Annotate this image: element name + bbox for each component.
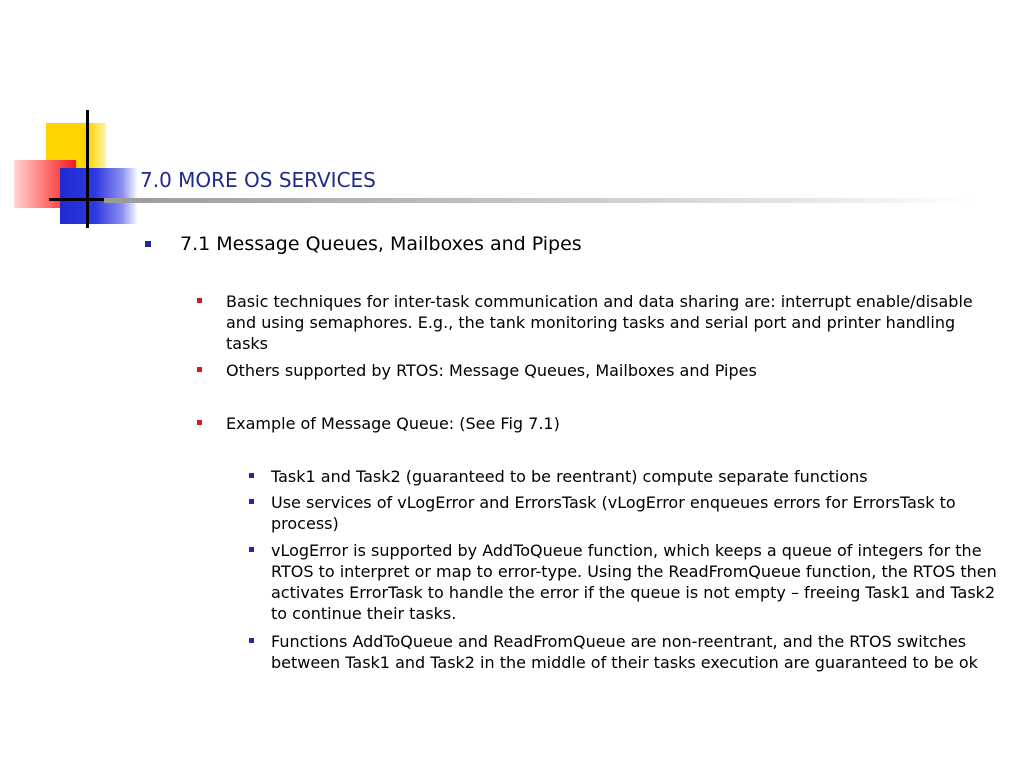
- bullet-square-icon: [197, 298, 202, 303]
- list-item: [249, 540, 1001, 624]
- list-item-text: vLogError is supported by AddToQueue function, which keeps a queue of integers for the RTOS to interpret or map to error-type. Using the ReadFromQueue function, the RTOS then activates ErrorTask to handle the error if the queue is not empty – freeing Task1 and Task2 to continue their tasks.: [271, 541, 997, 623]
- bullet-square-icon: [249, 473, 254, 478]
- bullet-square-icon: [249, 499, 254, 504]
- list-item-text: Use services of vLogError and ErrorsTask (vLogError enqueues errors for ErrorsTask to process): [271, 493, 956, 533]
- bullet-square-icon: [197, 420, 202, 425]
- bullet-square-icon: [249, 638, 254, 643]
- list-item: [249, 492, 1001, 534]
- bullet-square-icon: [249, 547, 254, 552]
- list-item-text: Others supported by RTOS: Message Queues, Mailboxes and Pipes: [226, 361, 757, 380]
- list-item-text: 7.1 Message Queues, Mailboxes and Pipes: [180, 233, 582, 255]
- title-rule: [104, 198, 974, 203]
- list-item-text: Functions AddToQueue and ReadFromQueue are non-reentrant, and the RTOS switches between Task1 and Task2 in the middle of their tasks execution are guaranteed to be ok: [271, 632, 978, 672]
- slide-logo-decoration: [0, 0, 140, 240]
- bullet-square-icon: [197, 367, 202, 372]
- slide-title: 7.0 MORE OS SERVICES: [140, 168, 376, 192]
- list-item: [249, 466, 1001, 487]
- list-item-text: Example of Message Queue: (See Fig 7.1): [226, 414, 560, 433]
- vertical-line: [86, 110, 89, 228]
- bullet-square-icon: [145, 241, 151, 247]
- list-item: [197, 413, 997, 434]
- list-item: [249, 631, 1001, 673]
- list-item-text: Task1 and Task2 (guaranteed to be reentrant) compute separate functions: [271, 467, 868, 486]
- list-item: [197, 360, 997, 381]
- list-item-text: Basic techniques for inter-task communication and data sharing are: interrupt enable/disable and using semaphores. E.g., the tank monitoring tasks and serial port and printer handling tasks: [226, 292, 973, 353]
- blue-square: [60, 168, 138, 224]
- list-item: [145, 233, 985, 255]
- list-item: [197, 291, 997, 354]
